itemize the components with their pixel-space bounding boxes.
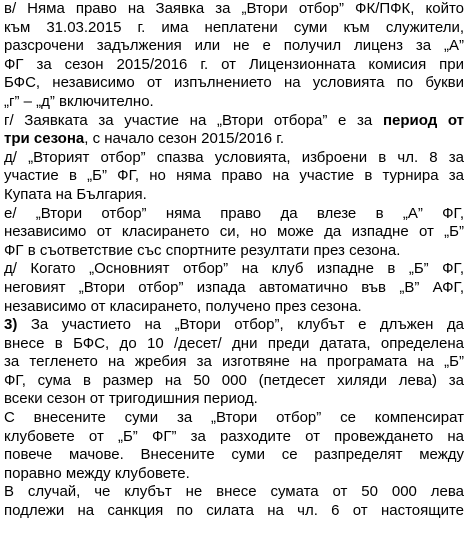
text-line: „г” – „д” включително. xyxy=(4,92,154,110)
paragraph-compensation xyxy=(4,409,464,483)
paragraph-sanction xyxy=(4,483,464,520)
paragraph-g xyxy=(4,112,464,149)
text-line: за тегленето на жребия за изготвяне на програмата на „Б” xyxy=(4,353,464,371)
paragraph-e xyxy=(4,205,464,261)
text-line: С внесените суми за „Втори отбор” се компенсират xyxy=(4,409,464,427)
paragraph-d2 xyxy=(4,260,464,316)
text-run: г/ Заявката за участие на „Втори отбора” е за xyxy=(4,111,383,129)
text-run: За участието на „Втори отбор”, клубът е длъжен да xyxy=(17,316,464,334)
text-line: клубовете от „Б” ФГ” за разходите от провеждането на xyxy=(4,427,464,445)
text-line: д/ „Вторият отбор” спазва условията, изброени в чл. 8 за xyxy=(4,148,464,166)
paragraph-d xyxy=(4,149,464,205)
text-line: ФГ, сума в размер на 50 000 (петдесет хиляди лева) за xyxy=(4,371,464,389)
text-line xyxy=(4,112,464,131)
text-line: неговият „Втори отбор” изпада автоматично във „В” АФГ, xyxy=(4,278,464,296)
text-line: подлежи на санкция по силата на чл. 6 от настоящите xyxy=(4,502,464,520)
text-line: повече мачове. Внесените суми се разпределят между xyxy=(4,446,464,464)
text-line: ФГ за сезон 2015/2016 г. от Лицензионната комисия при xyxy=(4,55,464,73)
bold-text: период от xyxy=(382,111,465,129)
text-line: В случай, че клубът не внесе сумата от 50 000 лева xyxy=(4,483,464,501)
text-line: независимо от класирането си, но може да изпадне от „Б” xyxy=(4,223,464,241)
text-line: Купата на България. xyxy=(4,185,147,203)
text-line xyxy=(4,316,464,335)
text-line: поравно между клубовете. xyxy=(4,464,190,482)
text-line: в/ Няма право на Заявка за „Втори отбор” ФК/ПФК, който xyxy=(4,0,464,17)
paragraph-3 xyxy=(4,316,464,409)
item-number: 3) xyxy=(4,316,18,334)
text-line: участие в „Б” ФГ, но няма право на участие в турнира за xyxy=(4,167,464,185)
text-line: внесе в БФС, до 10 /десет/ дни преди датата, определена xyxy=(4,334,464,352)
text-line xyxy=(4,130,464,149)
text-line: към 31.03.2015 г. има неплатени суми към служители, xyxy=(4,18,464,36)
bold-text: три сезона xyxy=(4,130,85,148)
text-line: БФС, независимо от изпълнението на условията по букви xyxy=(4,74,464,92)
text-line: ФГ в съответствие със спортните резултати през сезона. xyxy=(4,241,401,259)
text-line: д/ Когато „Основният отбор” на клуб изпадне в „Б” ФГ, xyxy=(4,260,464,278)
text-line: всеки сезон от тригодишния период. xyxy=(4,390,258,408)
text-line: е/ „Втори отбор” няма право да влезе в „А” ФГ, xyxy=(4,204,464,222)
text-line: независимо от класирането, получено през сезона. xyxy=(4,297,362,315)
text-run: , с начало сезон 2015/2016 г. xyxy=(84,130,285,148)
text-line: разсрочени задължения или не е получил лиценз за „А” xyxy=(4,37,464,55)
paragraph-v xyxy=(4,0,464,112)
